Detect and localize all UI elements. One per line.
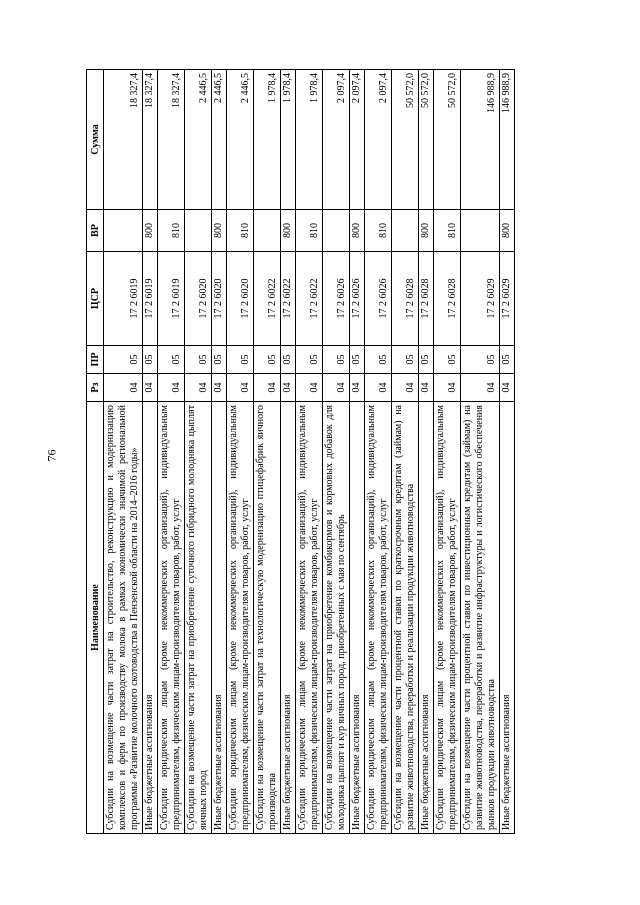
cell-pr: 05 <box>254 346 281 374</box>
cell-sum: 2 097,4 <box>350 70 365 210</box>
cell-csr: 17 2 6022 <box>281 252 296 346</box>
cell-vr: 800 <box>143 210 158 252</box>
cell-rz: 04 <box>212 374 227 402</box>
cell-sum: 50 572,0 <box>434 70 461 210</box>
cell-sum: 18 327,4 <box>143 70 158 210</box>
header-vr: ВР <box>87 210 104 252</box>
cell-rz: 04 <box>500 374 515 402</box>
cell-vr <box>185 210 212 252</box>
cell-csr: 17 2 6026 <box>323 252 350 346</box>
cell-csr: 17 2 6026 <box>350 252 365 346</box>
header-pr: ПР <box>87 346 104 374</box>
table-row <box>254 70 281 834</box>
cell-name: Субсидии на возмещение части затрат на строительство, реконструкцию и модернизацию комплексов и ферм по производству молока в рамках экономически значимой региональной программы «Развитие молочного скотоводства в Пензенской области на 2014–2016 годы» <box>104 402 143 834</box>
cell-name: Иные бюджетные ассигнования <box>143 402 158 834</box>
cell-rz: 04 <box>365 374 392 402</box>
budget-table <box>86 69 515 834</box>
cell-vr: 810 <box>296 210 323 252</box>
table-row <box>323 70 350 834</box>
cell-pr: 05 <box>323 346 350 374</box>
cell-rz: 04 <box>227 374 254 402</box>
cell-pr: 05 <box>212 346 227 374</box>
cell-csr: 17 2 6020 <box>212 252 227 346</box>
cell-pr: 05 <box>461 346 500 374</box>
cell-vr: 800 <box>350 210 365 252</box>
cell-vr: 810 <box>365 210 392 252</box>
cell-sum: 18 327,4 <box>158 70 185 210</box>
header-rz: Рз <box>87 374 104 402</box>
cell-sum: 1 978,4 <box>296 70 323 210</box>
cell-vr: 800 <box>212 210 227 252</box>
table-row <box>227 70 254 834</box>
table-row <box>104 70 143 834</box>
cell-vr: 800 <box>500 210 515 252</box>
table-row <box>212 70 227 834</box>
cell-rz: 04 <box>296 374 323 402</box>
cell-csr: 17 2 6019 <box>104 252 143 346</box>
table-row <box>419 70 434 834</box>
table-row <box>365 70 392 834</box>
cell-pr: 05 <box>419 346 434 374</box>
cell-sum: 50 572,0 <box>419 70 434 210</box>
cell-pr: 05 <box>434 346 461 374</box>
cell-pr: 05 <box>143 346 158 374</box>
cell-csr: 17 2 6020 <box>185 252 212 346</box>
cell-vr <box>254 210 281 252</box>
cell-rz: 04 <box>434 374 461 402</box>
cell-csr: 17 2 6022 <box>296 252 323 346</box>
cell-vr: 800 <box>281 210 296 252</box>
cell-pr: 05 <box>392 346 419 374</box>
cell-pr: 05 <box>104 346 143 374</box>
cell-vr: 810 <box>158 210 185 252</box>
table-row <box>281 70 296 834</box>
cell-pr: 05 <box>500 346 515 374</box>
cell-name: Иные бюджетные ассигнования <box>281 402 296 834</box>
cell-sum: 146 988,9 <box>500 70 515 210</box>
cell-sum: 18 327,4 <box>104 70 143 210</box>
header-sum: Сумма <box>87 70 104 210</box>
cell-name: Субсидии на возмещение части затрат на технологическую модернизацию птицефабрик яичного производства <box>254 402 281 834</box>
page-number: 76 <box>44 449 59 462</box>
cell-name: Субсидии на возмещение части затрат на приобретение комбикормов и кормовых добавок для молодняка цыплят и кур яичных пород, приобретенных с мая по сентябрь <box>323 402 350 834</box>
cell-rz: 04 <box>323 374 350 402</box>
cell-sum: 2 446,5 <box>227 70 254 210</box>
cell-sum: 2 446,5 <box>185 70 212 210</box>
budget-table-container <box>86 70 560 834</box>
cell-name: Иные бюджетные ассигнования <box>212 402 227 834</box>
cell-sum: 50 572,0 <box>392 70 419 210</box>
cell-rz: 04 <box>392 374 419 402</box>
cell-csr: 17 2 6028 <box>419 252 434 346</box>
cell-vr: 800 <box>419 210 434 252</box>
table-row <box>185 70 212 834</box>
cell-sum: 2 446,5 <box>212 70 227 210</box>
table-header-row <box>87 70 104 834</box>
cell-pr: 05 <box>365 346 392 374</box>
cell-name: Иные бюджетные ассигнования <box>500 402 515 834</box>
cell-vr <box>104 210 143 252</box>
cell-name: Субсидии юридическим лицам (кроме некоммерческих организаций), индивидуальным предпринимателям, физическим лицам-производителям товаров, работ, услуг <box>227 402 254 834</box>
cell-csr: 17 2 6029 <box>461 252 500 346</box>
cell-pr: 05 <box>158 346 185 374</box>
cell-name: Субсидии юридическим лицам (кроме некоммерческих организаций), индивидуальным предпринимателям, физическим лицам-производителям товаров, работ, услуг <box>365 402 392 834</box>
cell-csr: 17 2 6028 <box>392 252 419 346</box>
cell-pr: 05 <box>281 346 296 374</box>
header-csr: ЦСР <box>87 252 104 346</box>
table-row <box>392 70 419 834</box>
cell-vr: 810 <box>227 210 254 252</box>
cell-csr: 17 2 6026 <box>365 252 392 346</box>
cell-name: Иные бюджетные ассигнования <box>419 402 434 834</box>
header-name: Наименование <box>87 402 104 834</box>
cell-rz: 04 <box>419 374 434 402</box>
cell-rz: 04 <box>185 374 212 402</box>
cell-rz: 04 <box>281 374 296 402</box>
cell-csr: 17 2 6029 <box>500 252 515 346</box>
cell-sum: 1 978,4 <box>281 70 296 210</box>
cell-name: Иные бюджетные ассигнования <box>350 402 365 834</box>
table-row <box>296 70 323 834</box>
cell-vr: 810 <box>434 210 461 252</box>
cell-rz: 04 <box>143 374 158 402</box>
cell-vr <box>392 210 419 252</box>
cell-sum: 1 978,4 <box>254 70 281 210</box>
cell-pr: 05 <box>296 346 323 374</box>
cell-csr: 17 2 6020 <box>227 252 254 346</box>
cell-csr: 17 2 6019 <box>158 252 185 346</box>
cell-vr <box>461 210 500 252</box>
cell-rz: 04 <box>158 374 185 402</box>
table-row <box>158 70 185 834</box>
cell-name: Субсидии юридическим лицам (кроме некоммерческих организаций), индивидуальным предпринимателям, физическим лицам-производителям товаров, работ, услуг <box>434 402 461 834</box>
cell-name: Субсидии на возмещение части процентной ставки по краткосрочным кредитам (займам) на развитие животноводства, переработки и реализации продукции животноводства <box>392 402 419 834</box>
cell-csr: 17 2 6022 <box>254 252 281 346</box>
cell-rz: 04 <box>104 374 143 402</box>
cell-pr: 05 <box>227 346 254 374</box>
table-row <box>350 70 365 834</box>
cell-vr <box>323 210 350 252</box>
cell-rz: 04 <box>461 374 500 402</box>
cell-name: Субсидии юридическим лицам (кроме некоммерческих организаций), индивидуальным предпринимателям, физическим лицам-производителям товаров, работ, услуг <box>296 402 323 834</box>
table-row <box>143 70 158 834</box>
cell-csr: 17 2 6028 <box>434 252 461 346</box>
cell-pr: 05 <box>185 346 212 374</box>
table-row <box>461 70 500 834</box>
cell-rz: 04 <box>254 374 281 402</box>
cell-sum: 2 097,4 <box>323 70 350 210</box>
cell-csr: 17 2 6019 <box>143 252 158 346</box>
cell-sum: 146 988,9 <box>461 70 500 210</box>
table-row <box>434 70 461 834</box>
cell-name: Субсидии на возмещение части процентной ставки по инвестиционным кредитам (займам) на развитие животноводства, переработки и развитие инфраструктуры и логистического обеспечения рынков продукции животноводства <box>461 402 500 834</box>
cell-name: Субсидии юридическим лицам (кроме некоммерческих организаций), индивидуальным предпринимателям, физическим лицам-производителям товаров, работ, услуг <box>158 402 185 834</box>
cell-pr: 05 <box>350 346 365 374</box>
cell-sum: 2 097,4 <box>365 70 392 210</box>
table-row <box>500 70 515 834</box>
cell-name: Субсидии на возмещение части затрат на приобретение суточного гибридного молодняка цыплят яичных пород <box>185 402 212 834</box>
cell-rz: 04 <box>350 374 365 402</box>
